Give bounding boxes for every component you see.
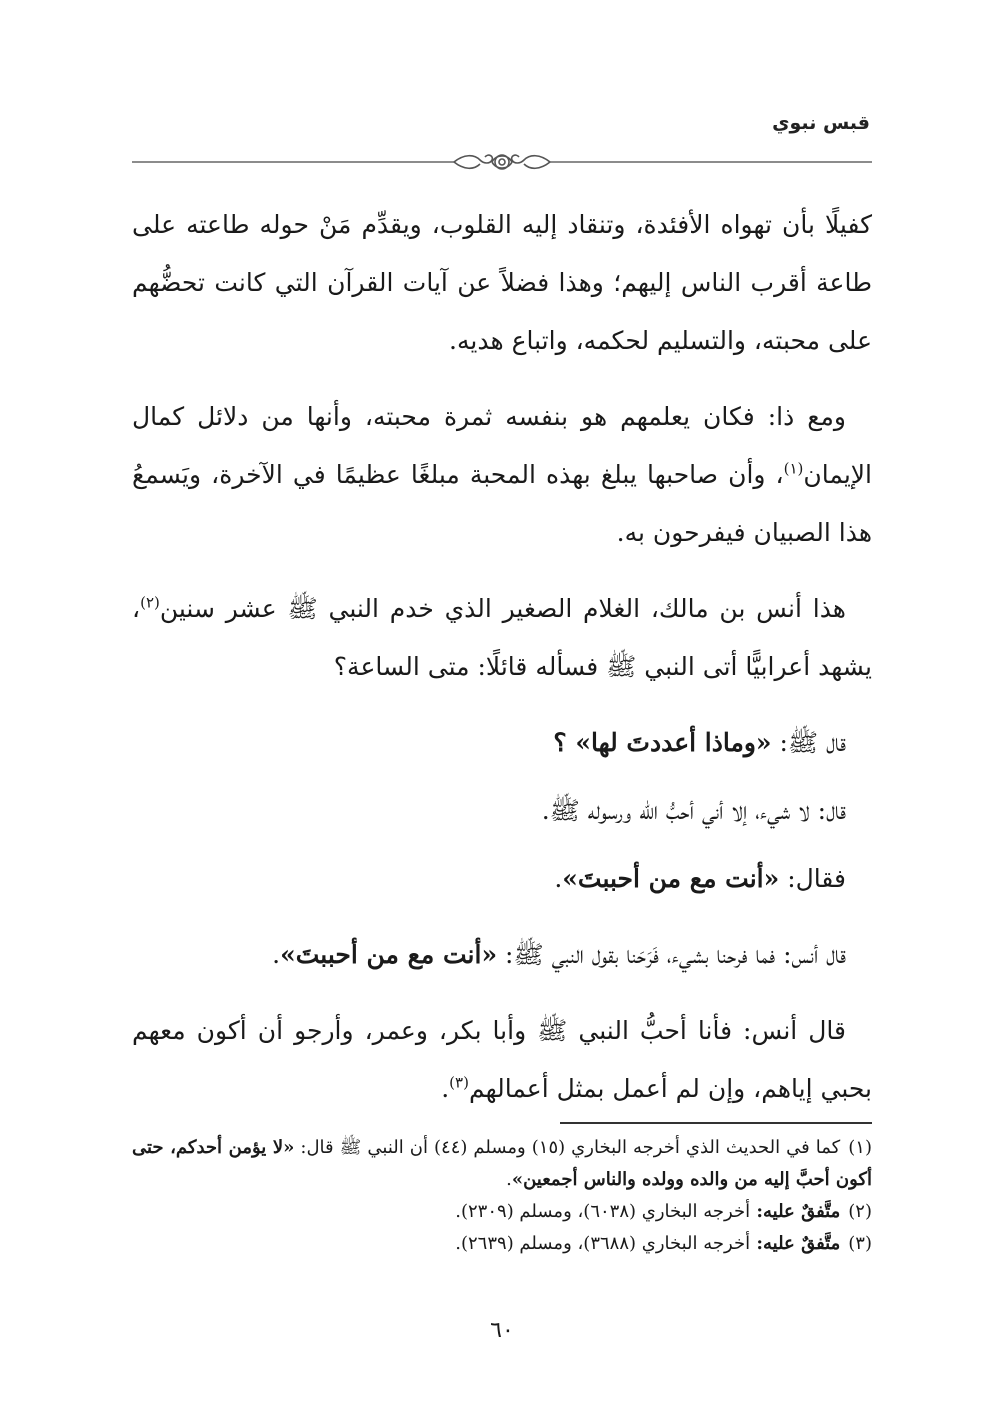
paragraph-3: هذا أنس بن مالك، الغلام الصغير الذي خدم النبي ﷺ عشر سنين$^{(٢)}$، يشهد أعرابيًّا أتى النبي ﷺ فسأله قائلًا: متى الساعة؟ — [132, 593, 872, 681]
footnote-1: (١)كما في الحديث الذي أخرجه البخاري (١٥) ومسلم (٤٤) أن النبي ﷺ قال: «لا يؤمن أحدكم، حتى أكون أحبَّ إليه من والده وولده والناس أجمعين». — [132, 1137, 872, 1190]
hadith-quote: «أنت مع من أحببتَ» — [562, 864, 780, 893]
footnote-ref-2[interactable]: (٢) — [140, 593, 160, 612]
paragraph-1: كفيلًا بأن تهواه الأفئدة، وتنقاد إليه القلوب، ويقدِّم مَنْ حوله طاعته على طاعة أقرب الناس إليهم؛ وهذا فضلاً عن آيات القرآن التي كانت تحضُّهم على محبته، والتسليم لحكمه، واتباع هديه. — [132, 210, 872, 355]
footnote-number: (٣) — [848, 1233, 872, 1254]
running-title: قبس نبوي — [772, 112, 870, 134]
paragraph-4: قال ﷺ: «وماذا أعددتَ لها» ؟ — [553, 728, 846, 757]
paragraph-6: فقال: «أنت مع من أحببتَ». — [554, 864, 846, 893]
footnote-number: (٢) — [848, 1201, 872, 1222]
hadith-quote: «وماذا أعددتَ لها» ؟ — [553, 728, 772, 757]
ornamental-divider — [132, 150, 872, 174]
footnote-3: (٣)متَّفقٌ عليه: أخرجه البخاري (٣٦٨٨)، ومسلم (٢٦٣٩). — [455, 1233, 872, 1254]
paragraph-8: قال أنس: فأنا أحبُّ النبي ﷺ وأبا بكر، وعمر، وأرجو أن أكون معهم بحبي إياهم، وإن لم أعمل بمثل أعمالهم$^{(٣)}$. — [132, 1016, 872, 1103]
page-number: ٦٠ — [490, 1318, 514, 1343]
footnote-number: (١) — [848, 1137, 872, 1158]
footnote-ref-1[interactable]: (١) — [783, 459, 804, 478]
footnote-ref-3[interactable]: (٣) — [449, 1073, 469, 1092]
hadith-quote: «أنت مع من أحببتَ» — [280, 940, 498, 969]
main-text — [132, 196, 872, 1136]
paragraph-2: ومع ذا: فكان يعلمهم هو بنفسه ثمرة محبته، وأنها من دلائل كمال الإيمان$^{(١)}$، وأن صاحبها يبلغ بهذه المحبة مبلغًا عظيمًا في الآخرة، ويَسمعُ هذا الصبيان فيفرحون به. — [132, 402, 872, 547]
footnote-2: (٢)متَّفقٌ عليه: أخرجه البخاري (٦٠٣٨)، ومسلم (٢٣٠٩). — [455, 1201, 872, 1222]
paragraph-5: قال: لا شيء، إلا أني أحبُّ الله ورسوله ﷺ. — [541, 796, 846, 825]
footnote-separator — [560, 1122, 872, 1124]
footnotes — [132, 1132, 872, 1260]
paragraph-7: قال أنس: فما فرحنا بشيء، فَرَحَنا بقول النبي ﷺ: «أنت مع من أحببتَ». — [272, 940, 846, 969]
